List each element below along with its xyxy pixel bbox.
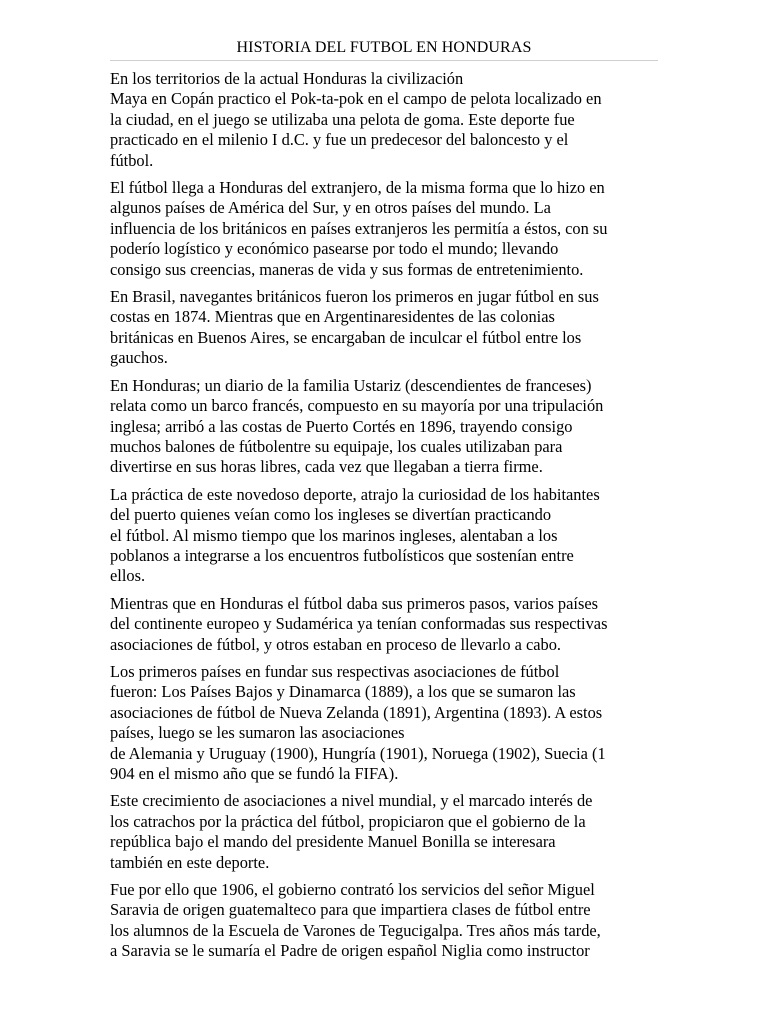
text-line: divertirse en sus horas libres, cada vez que llegaban a tierra firme. (110, 457, 543, 477)
paragraph (110, 376, 658, 478)
text-line: inglesa; arribó a las costas de Puerto Cortés en 1896, trayendo consigo (110, 416, 573, 436)
text-line: Fue por ello que 1906, el gobierno contrató los servicios del señor Miguel (110, 880, 595, 900)
text-line: de Alemania y Uruguay (1900), Hungría (1901), Noruega (1902), Suecia (1 (110, 743, 606, 763)
text-line: poblanos a integrarse a los encuentros futbolísticos que sostenían entre (110, 545, 574, 565)
text-line: muchos balones de fútbolentre su equipaje, los cuales utilizaban para (110, 436, 563, 456)
paragraph (110, 594, 658, 655)
text-line: En Honduras; un diario de la familia Ustariz (descendientes de franceses) (110, 375, 592, 395)
text-line: 904 en el mismo año que se fundó la FIFA). (110, 764, 399, 783)
text-line: poderío logístico y económico pasearse por todo el mundo; llevando (110, 239, 559, 259)
text-line: costas en 1874. Mientras que en Argentinaresidentes de las colonias (110, 307, 555, 327)
text-line: La práctica de este novedoso deporte, atrajo la curiosidad de los habitantes (110, 484, 600, 504)
text-line: En los territorios de la actual Honduras la civilización (110, 69, 464, 88)
text-line: la ciudad, en el juego se utilizaba una pelota de goma. Este deporte fue (110, 109, 575, 129)
text-line: Este crecimiento de asociaciones a nivel mundial, y el marcado interés de (110, 791, 593, 811)
text-line: del puerto quienes veían como los ingleses se divertían practicando (110, 505, 552, 525)
text-line: república bajo el mando del presidente Manuel Bonilla se interesara (110, 832, 556, 852)
text-line: En Brasil, navegantes británicos fueron los primeros en jugar fútbol en sus (110, 287, 599, 307)
paragraph (110, 287, 658, 369)
text-line: Saravia de origen guatemalteco para que impartiera clases de fútbol entre (110, 900, 591, 920)
paragraph (110, 791, 658, 873)
text-line: fueron: Los Países Bajos y Dinamarca (1889), a los que se sumaron las (110, 682, 576, 702)
paragraph (110, 69, 658, 171)
paragraph (110, 178, 658, 280)
text-line: gauchos. (110, 348, 168, 368)
text-line: asociaciones de fútbol, y otros estaban en proceso de llevarlo a cabo. (110, 634, 562, 654)
text-line: países, luego se les sumaron las asociaciones (110, 723, 405, 743)
text-line: británicas en Buenos Aires, se encargaban de inculcar el fútbol entre los (110, 327, 582, 347)
document-body (110, 69, 658, 962)
title-divider (110, 60, 658, 61)
text-line: a Saravia se le sumaría el Padre de origen español Niglia como instructor (110, 941, 590, 961)
text-line: consigo sus creencias, maneras de vida y sus formas de entretenimiento. (110, 259, 584, 279)
text-line: Maya en Copán practico el Pok-ta-pok en el campo de pelota localizado en (110, 89, 602, 109)
text-line: fútbol. (110, 150, 154, 170)
text-line: relata como un barco francés, compuesto en su mayoría por una tripulación (110, 396, 604, 416)
text-line: El fútbol llega a Honduras del extranjero, de la misma forma que lo hizo en (110, 178, 605, 198)
text-line: influencia de los británicos en países extranjeros les permitía a éstos, con su (110, 218, 608, 238)
text-line: asociaciones de fútbol de Nueva Zelanda (1891), Argentina (1893). A estos (110, 702, 603, 722)
text-line: Los primeros países en fundar sus respectivas asociaciones de fútbol (110, 661, 560, 681)
text-line: el fútbol. Al mismo tiempo que los marinos ingleses, alentaban a los (110, 525, 558, 545)
text-line: los catrachos por la práctica del fútbol, propiciaron que el gobierno de la (110, 811, 586, 831)
text-line: ellos. (110, 566, 146, 586)
text-line: Mientras que en Honduras el fútbol daba sus primeros pasos, varios países (110, 593, 598, 613)
document-title: HISTORIA DEL FUTBOL EN HONDURAS (236, 39, 532, 56)
text-line: también en este deporte. (110, 852, 270, 872)
text-line: algunos países de América del Sur, y en otros países del mundo. La (110, 198, 551, 218)
paragraph (110, 485, 658, 587)
paragraph (110, 662, 658, 784)
text-line: los alumnos de la Escuela de Varones de Tegucigalpa. Tres años más tarde, (110, 920, 601, 940)
text-line: del continente europeo y Sudamérica ya tenían conformadas sus respectivas (110, 614, 608, 634)
paragraph (110, 880, 658, 962)
text-line: practicado en el milenio I d.C. y fue un predecesor del baloncesto y el (110, 130, 569, 150)
